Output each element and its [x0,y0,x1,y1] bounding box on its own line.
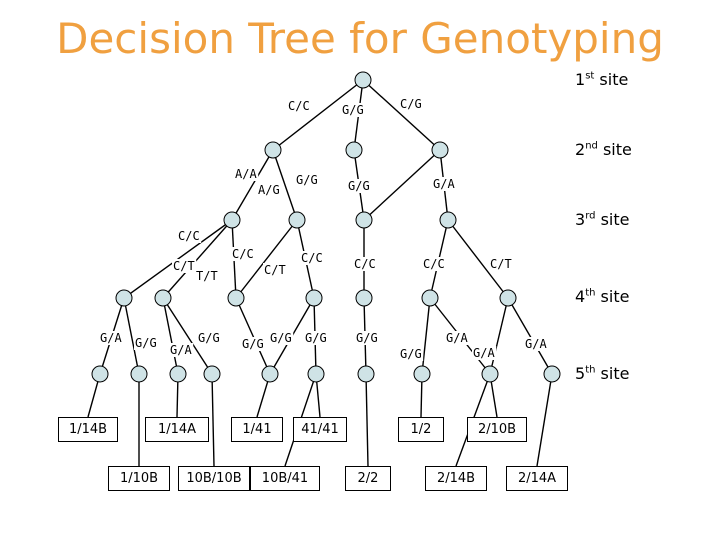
edge-genotype-label: C/C [288,99,310,113]
tree-node [116,290,132,306]
tree-node [262,366,278,382]
edge-genotype-label: G/G [348,179,370,193]
edge-genotype-label: C/T [173,259,195,273]
edge-genotype-label: G/G [342,103,364,117]
tree-node [346,142,362,158]
tree-node [355,72,371,88]
tree-node [289,212,305,228]
edge-genotype-label: G/G [242,337,264,351]
tree-node [131,366,147,382]
tree-edge [537,374,552,466]
tree-node [308,366,324,382]
edge-genotype-label: C/T [264,263,286,277]
diagram-title: Decision Tree for Genotyping [56,14,664,63]
edge-genotype-label: T/T [196,269,218,283]
tree-edge [508,298,552,374]
tree-node [306,290,322,306]
edge-genotype-label: G/G [296,173,318,187]
tree-edge [364,150,440,220]
leaf-genotype: 2/10B [467,417,527,442]
leaf-genotype: 10B/10B [178,466,250,491]
edge-genotype-label: G/A [473,346,495,360]
edge-genotype-label: C/T [490,257,512,271]
tree-edge [363,80,440,150]
edge-genotype-label: C/C [354,257,376,271]
edge-genotype-label: G/A [433,177,455,191]
edge-genotype-label: G/G [135,336,157,350]
tree-edge [366,374,368,466]
site-label-4: 4th site [575,287,630,306]
edge-genotype-label: C/C [301,251,323,265]
edge-genotype-label: G/G [400,347,422,361]
tree-edge [236,298,270,374]
edge-genotype-label: C/C [178,229,200,243]
leaf-genotype: 2/14A [506,466,568,491]
tree-node [224,212,240,228]
tree-node [155,290,171,306]
tree-node [440,212,456,228]
leaf-genotype: 1/14B [58,417,118,442]
edge-genotype-label: G/G [270,331,292,345]
edge-genotype-label: A/G [258,183,280,197]
tree-edge [490,298,508,374]
tree-edge [422,298,430,374]
tree-node [358,366,374,382]
site-label-1: 1st site [575,70,629,89]
tree-node [170,366,186,382]
leaf-genotype: 1/10B [108,466,170,491]
tree-node [265,142,281,158]
site-label-3: 3rd site [575,210,630,229]
leaf-genotype: 1/41 [231,417,283,442]
edge-genotype-label: A/A [235,167,257,181]
tree-edge [212,374,214,466]
edge-genotype-label: G/A [170,343,192,357]
leaf-genotype: 2/14B [425,466,487,491]
edge-genotype-label: G/A [525,337,547,351]
leaf-genotype: 2/2 [345,466,391,491]
edge-genotype-label: G/G [198,331,220,345]
edge-genotype-label: G/G [356,331,378,345]
tree-node [356,212,372,228]
leaf-genotype: 41/41 [293,417,347,442]
leaf-genotype: 1/2 [398,417,444,442]
edge-genotype-label: G/G [305,331,327,345]
edge-genotype-label: C/C [232,247,254,261]
tree-node [500,290,516,306]
leaf-genotype: 10B/41 [250,466,320,491]
leaf-genotype: 1/14A [145,417,209,442]
edge-genotype-label: C/C [423,257,445,271]
tree-node [432,142,448,158]
edge-genotype-label: G/A [100,331,122,345]
edge-genotype-label: C/G [400,97,422,111]
tree-node [482,366,498,382]
tree-node [356,290,372,306]
site-label-5: 5th site [575,364,630,383]
tree-node [544,366,560,382]
tree-node [228,290,244,306]
tree-node [92,366,108,382]
site-label-2: 2nd site [575,140,632,159]
tree-node [422,290,438,306]
edge-genotype-label: G/A [446,331,468,345]
tree-node [414,366,430,382]
tree-node [204,366,220,382]
